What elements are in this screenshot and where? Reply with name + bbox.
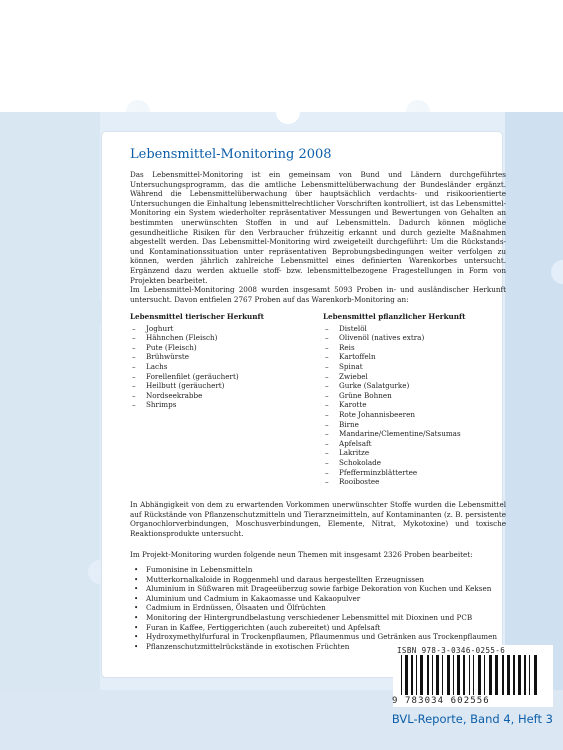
list-item: – Joghurt	[130, 324, 310, 334]
list-item: – Pute (Fleisch)	[130, 343, 310, 353]
barcode-bar	[418, 655, 419, 695]
barcode-bar	[457, 655, 460, 695]
list-item: – Mandarine/Clementine/Satsumas	[323, 429, 503, 439]
animal-foods-column	[130, 312, 310, 410]
barcode-bar	[427, 655, 429, 695]
barcode-bar	[531, 655, 533, 695]
barcode-bar	[466, 655, 468, 695]
barcode-bar	[411, 655, 413, 695]
barcode-bar	[455, 655, 456, 695]
barcode-bar	[513, 655, 515, 695]
projects-intro: Im Projekt-Monitoring wurden folgende neun Themen mit insgesamt 2326 Proben bearbeitet:	[130, 550, 473, 559]
barcode-bar	[409, 655, 410, 695]
list-item: – Reis	[323, 343, 503, 353]
samples-paragraph: Im Lebensmittel-Monitoring 2008 wurden insgesamt 5093 Proben in- und ausländischer Herkunft untersucht. Davon entfielen 2767 Proben auf das Warenkorb-Monitoring an:	[130, 285, 506, 304]
barcode-bars	[401, 655, 551, 695]
barcode-bar	[475, 655, 477, 695]
barcode-bar	[424, 655, 426, 695]
list-item: – Hähnchen (Fleisch)	[130, 333, 310, 343]
barcode-bar	[493, 655, 494, 695]
barcode-bar	[522, 655, 523, 695]
list-item: – Birne	[323, 420, 503, 430]
series-title: BVL-Reporte, Band 4, Heft 3	[391, 712, 553, 726]
barcode-bar	[420, 655, 423, 695]
barcode-bar	[499, 655, 501, 695]
list-item: • Mutterkornalkaloide in Roggenmehl und daraus hergestellten Erzeugnissen	[130, 575, 506, 585]
list-item: – Nordseekrabbe	[130, 391, 310, 401]
barcode-bar	[484, 655, 485, 695]
list-item: – Heilbutt (geräuchert)	[130, 381, 310, 391]
substances-paragraph: In Abhängigkeit von dem zu erwartenden Vorkommen unerwünschter Stoffe wurden die Lebensmittel auf Rückstände von Pflanzenschutzmitteln und Tierarzneimitteln, auf Kontaminanten (z. B. persistente Organochlorverbindungen, Moschusverbindungen, Elemente, Nitrat, Mykotoxine) und toxische Reaktionsprodukte untersucht.	[130, 500, 506, 538]
barcode-bar	[434, 655, 435, 695]
barcode-bar	[524, 655, 526, 695]
barcode-bar	[461, 655, 462, 695]
barcode-bar	[432, 655, 433, 695]
barcode-digits: 9 783034 602556	[392, 696, 490, 706]
barcode-bar	[451, 655, 452, 695]
list-item: – Rote Johannisbeeren	[323, 410, 503, 420]
list-item: – Lakritze	[323, 448, 503, 458]
barcode-bar	[436, 655, 439, 695]
barcode-bar	[486, 655, 488, 695]
barcode-bar	[403, 655, 404, 695]
list-item: • Furan in Kaffee, Fertiggerichten (auch zubereitet) und Apfelsaft	[130, 623, 506, 633]
list-item: • Aluminium in Süßwaren mit Drageeüberzug sowie farbige Dekoration von Kuchen und Keksen	[130, 584, 506, 594]
list-item: – Schokolade	[323, 458, 503, 468]
projects-list	[130, 565, 506, 651]
list-item: • Fumonisine in Lebensmitteln	[130, 565, 506, 575]
barcode-bar	[511, 655, 512, 695]
barcode-bar	[534, 655, 537, 695]
barcode-bar	[489, 655, 492, 695]
barcode-bar	[414, 655, 415, 695]
barcode-bar	[447, 655, 450, 695]
barcode-bar	[405, 655, 408, 695]
barcode-bar	[502, 655, 504, 695]
barcode-bar	[416, 655, 417, 695]
barcode-bar	[469, 655, 470, 695]
barcode-bar	[505, 655, 506, 695]
plant-foods-column	[323, 312, 503, 487]
barcode-bar	[444, 655, 446, 695]
list-item: – Kartoffeln	[323, 352, 503, 362]
list-item: – Apfelsaft	[323, 439, 503, 449]
list-item: – Spinat	[323, 362, 503, 372]
barcode-bar	[495, 655, 498, 695]
barcode-bar	[471, 655, 472, 695]
list-item: – Olivenöl (natives extra)	[323, 333, 503, 343]
plant-foods-heading: Lebensmittel pflanzlicher Herkunft	[323, 312, 466, 321]
barcode-bar	[482, 655, 483, 695]
list-item: • Aluminium und Cadmium in Kakaomasse und Kakaopulver	[130, 594, 506, 604]
barcode-bar	[507, 655, 510, 695]
list-item: – Forellenfilet (geräuchert)	[130, 372, 310, 382]
animal-foods-heading: Lebensmittel tierischer Herkunft	[130, 312, 264, 321]
barcode-bar	[527, 655, 528, 695]
barcode-bar	[518, 655, 521, 695]
barcode-bar	[478, 655, 481, 695]
barcode-bar	[516, 655, 517, 695]
list-item: • Pflanzenschutzmittelrückstände in exotischen Früchten	[130, 642, 506, 652]
barcode-bar	[440, 655, 441, 695]
barcode-bar	[463, 655, 465, 695]
barcode-bar	[430, 655, 431, 695]
list-item: – Zwiebel	[323, 372, 503, 382]
list-item: – Rooibostee	[323, 477, 503, 487]
list-item: • Monitoring der Hintergrundbelastung verschiedener Lebensmittel mit Dioxinen und PCB	[130, 613, 506, 623]
list-item: – Lachs	[130, 362, 310, 372]
barcode-bar	[442, 655, 443, 695]
list-item: – Karotte	[323, 400, 503, 410]
barcode-bar	[401, 655, 402, 695]
list-item: – Pfefferminzblättertee	[323, 468, 503, 478]
barcode-bar	[529, 655, 530, 695]
list-item: – Distelöl	[323, 324, 503, 334]
barcode-bar	[473, 655, 474, 695]
list-item: – Shrimps	[130, 400, 310, 410]
intro-paragraph: Das Lebensmittel-Monitoring ist ein gemeinsam von Bund und Ländern durchgeführtes Untersuchungsprogramm, das die amtliche Lebensmittelüberwachung der Bundesländer ergänzt. Während die Lebensmittelüberwachung über hauptsächlich verdachts- und risikoorientierte Untersuchungen die Einhaltung lebensmittelrechtlicher Vorschriften kontrolliert, ist das Lebensmittel-Monitoring ein System wiederholter repräsentativer Messungen und Bewertungen von Gehalten an bestimmten unerwünschten Stoffen in und auf Lebensmitteln. Dadurch können mögliche gesundheitliche Risiken für den Verbraucher frühzeitig erkannt und durch gezielte Maßnahmen abgestellt werden. Das Lebensmittel-Monitoring wird zweigeteilt durchgeführt: Um die Rückstands- und Kontaminationssituation unter repräsentativen Beprobungsbedingungen weiter verfolgen zu können, werden jährlich zahlreiche Lebensmittel eines definierten Warenkorbes untersucht. Ergänzend dazu werden aktuelle stoff- bzw. lebensmittelbezogene Fragestellungen in Form von Projekten bearbeitet.	[130, 170, 506, 285]
page-title: Lebensmittel-Monitoring 2008	[130, 147, 332, 162]
list-item: – Gurke (Salatgurke)	[323, 381, 503, 391]
isbn-text: ISBN 978-3-0346-0255-6	[397, 646, 506, 655]
barcode-bar	[538, 655, 539, 695]
list-item: – Grüne Bohnen	[323, 391, 503, 401]
list-item: – Brühwürste	[130, 352, 310, 362]
barcode-bar	[453, 655, 454, 695]
list-item: • Hydroxymethylfurfural in Trockenpflaumen, Pflaumenmus und Getränken aus Trockenpflaumen	[130, 632, 506, 642]
list-item: • Cadmium in Erdnüssen, Ölsaaten und Ölfrüchten	[130, 603, 506, 613]
